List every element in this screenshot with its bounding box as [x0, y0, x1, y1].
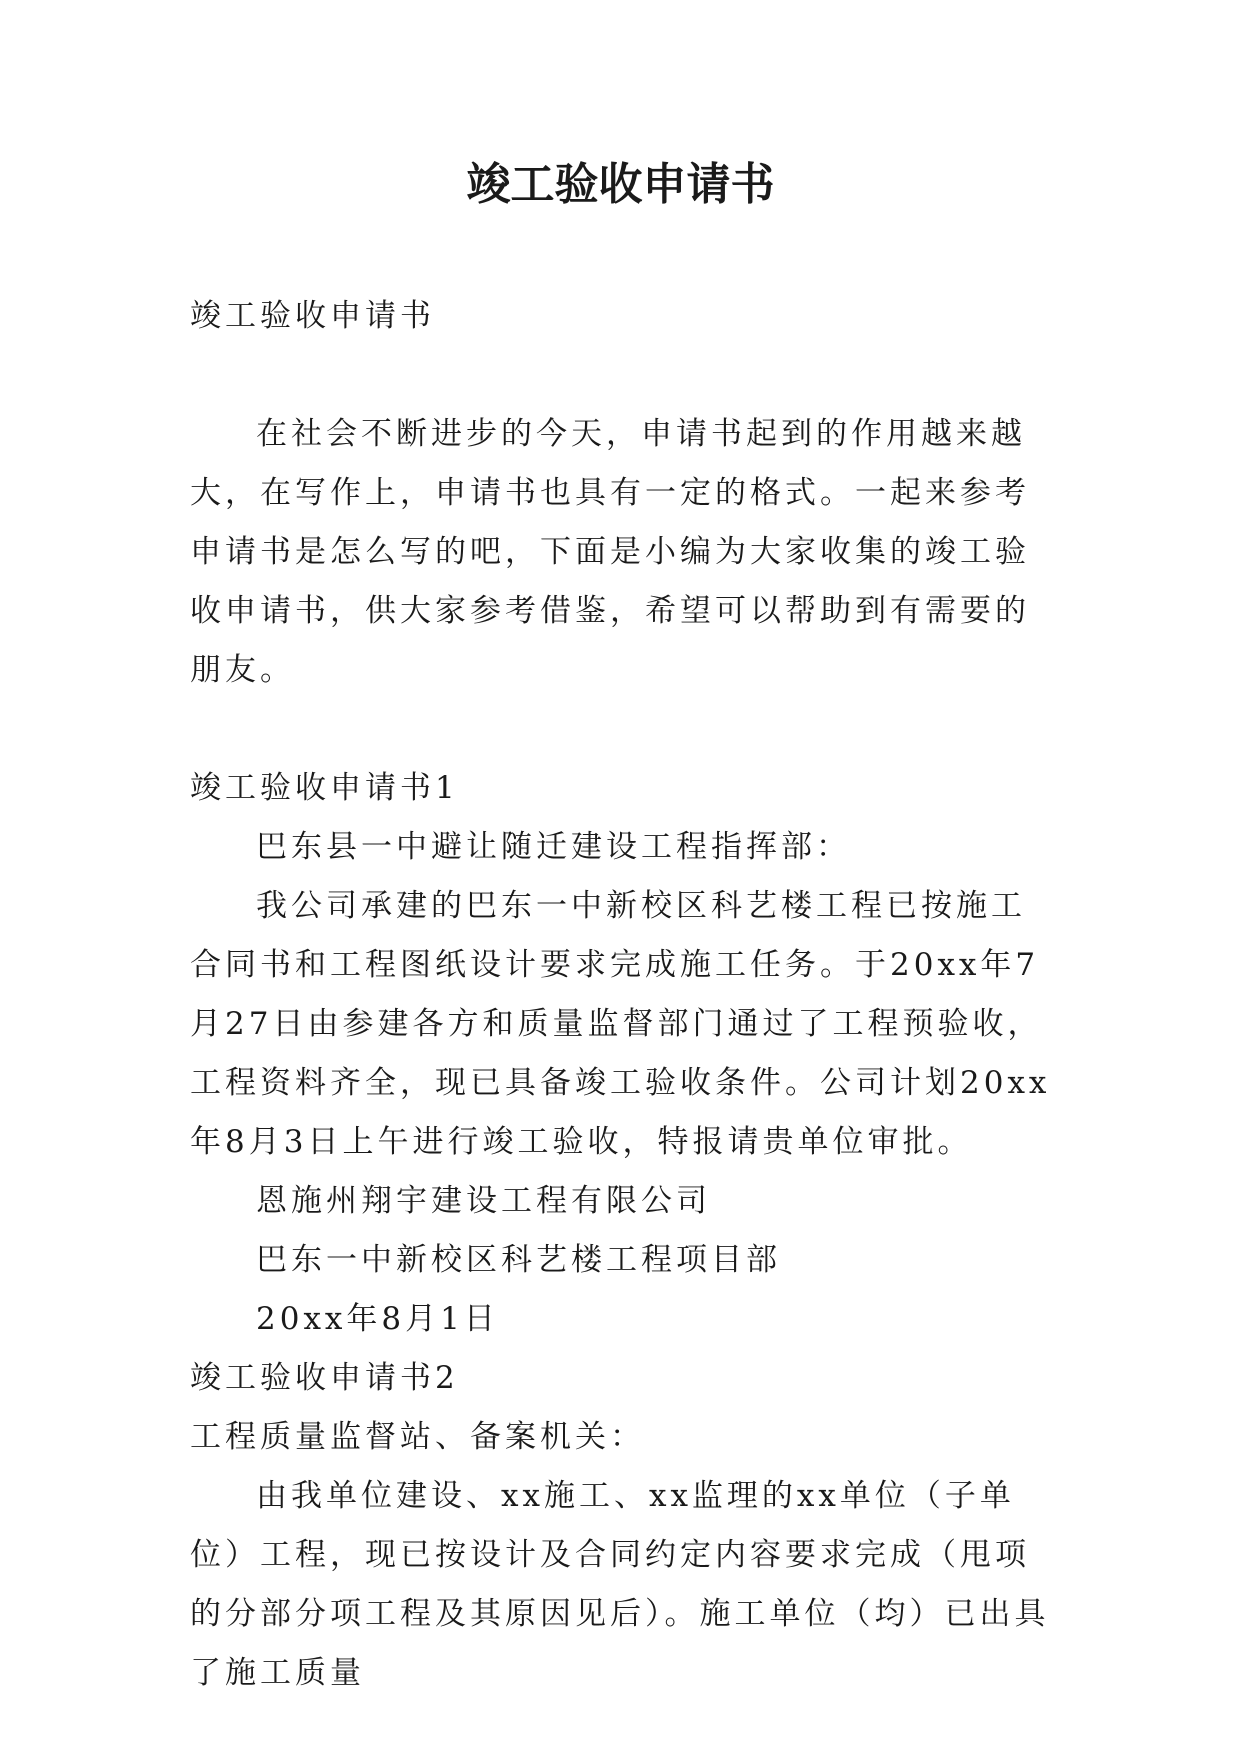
intro-paragraph: 在社会不断进步的今天，申请书起到的作用越来越大，在写作上，申请书也具有一定的格式。一起来参考申请书是怎么写的吧，下面是小编为大家收集的竣工验收申请书，供大家参考借鉴，希望可以帮助到有需要的朋友。	[190, 416, 1030, 688]
document-subtitle: 竣工验收申请书	[190, 298, 435, 334]
document-body	[190, 287, 1060, 1703]
section-1-body: 我公司承建的巴东一中新校区科艺楼工程已按施工合同书和工程图纸设计要求完成施工任务。于20xx年7月27日由参建各方和质量监督部门通过了工程预验收，工程资料齐全，现已具备竣工验收条件。公司计划20xx年8月3日上午进行竣工验收，特报请贵单位审批。	[190, 888, 1051, 1160]
section-2-heading: 竣工验收申请书2	[190, 1360, 459, 1396]
section-1-heading: 竣工验收申请书1	[190, 770, 459, 806]
section-1-date: 20xx年8月1日	[256, 1301, 499, 1337]
section-1-addressee: 巴东县一中避让随迁建设工程指挥部：	[256, 829, 851, 865]
section-1-signature-company: 恩施州翔宇建设工程有限公司	[256, 1183, 711, 1219]
section-1-signature-dept: 巴东一中新校区科艺楼工程项目部	[256, 1242, 781, 1278]
document-title: 竣工验收申请书	[466, 159, 775, 210]
section-2-addressee: 工程质量监督站、备案机关：	[190, 1419, 645, 1455]
section-2-body: 由我单位建设、xx施工、xx监理的xx单位（子单位）工程，现已按设计及合同约定内容要求完成（甩项的分部分项工程及其原因见后）。施工单位（均）已出具了施工质量	[190, 1478, 1050, 1691]
